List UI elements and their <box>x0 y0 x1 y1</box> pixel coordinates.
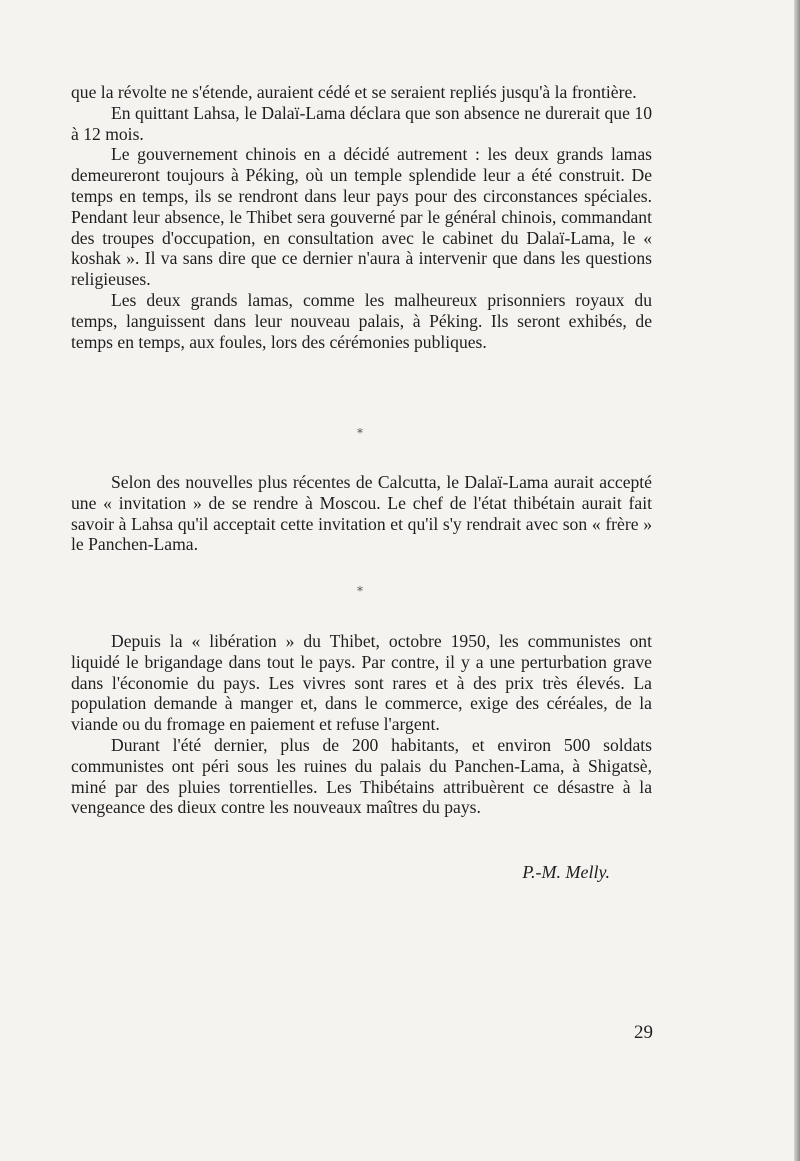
paragraph: Le gouvernement chinois en a décidé autrement : les deux grands lamas demeureront toujours à Péking, où un temple splendide leur a été construit. De temps en temps, ils se rendront dans leur pays pour des circonstances spéciales. Pendant leur absence, le Thibet sera gouverné par le général chinois, commandant des troupes d'occupation, en consultation avec le cabinet du Dalaï-Lama, le « koshak ». Il va sans dire que ce dernier n'aura à intervenir que dans les questions religieuses. <box>71 144 652 290</box>
page-number: 29 <box>634 1022 653 1043</box>
section-2 <box>71 472 652 555</box>
paragraph: Selon des nouvelles plus récentes de Calcutta, le Dalaï-Lama aurait accepté une « invitation » de se rendre à Moscou. Le chef de l'état thibétain aurait fait savoir à Lahsa qu'il acceptait cette invitation et qu'il s'y rendrait avec son « frère » le Panchen-Lama. <box>71 472 652 555</box>
section-3 <box>71 631 652 818</box>
section-1 <box>71 82 652 352</box>
section-separator: * <box>357 584 363 598</box>
author-signature: P.-M. Melly. <box>522 862 610 882</box>
page-edge-shadow <box>794 0 800 1161</box>
paragraph: Les deux grands lamas, comme les malheureux prisonniers royaux du temps, languissent dans leur nouveau palais, à Péking. Ils seront exhibés, de temps en temps, aux foules, lors des cérémonies publiques. <box>71 289 652 352</box>
section-separator: * <box>357 426 363 440</box>
paragraph-continuation: que la révolte ne s'étende, auraient cédé et se seraient repliés jusqu'à la frontière. <box>71 82 637 102</box>
paragraph: Durant l'été dernier, plus de 200 habitants, et environ 500 soldats communistes ont péri sous les ruines du palais du Panchen-Lama, à Shigatsè, miné par des pluies torrentielles. Les Thibétains attribuèrent ce désastre à la vengeance des dieux contre les nouveaux maîtres du pays. <box>71 734 652 818</box>
paragraph: En quittant Lahsa, le Dalaï-Lama déclara que son absence ne durerait que 10 à 12 mois. <box>71 102 652 144</box>
paragraph: Depuis la « libération » du Thibet, octobre 1950, les communistes ont liquidé le brigandage dans tout le pays. Par contre, il y a une perturbation grave dans l'économie du pays. Les vivres sont rares et à des prix très élevés. La population demande à manger et, dans le commerce, exige des céréales, de la viande ou du fromage en paiement et refuse l'argent. <box>71 631 652 735</box>
